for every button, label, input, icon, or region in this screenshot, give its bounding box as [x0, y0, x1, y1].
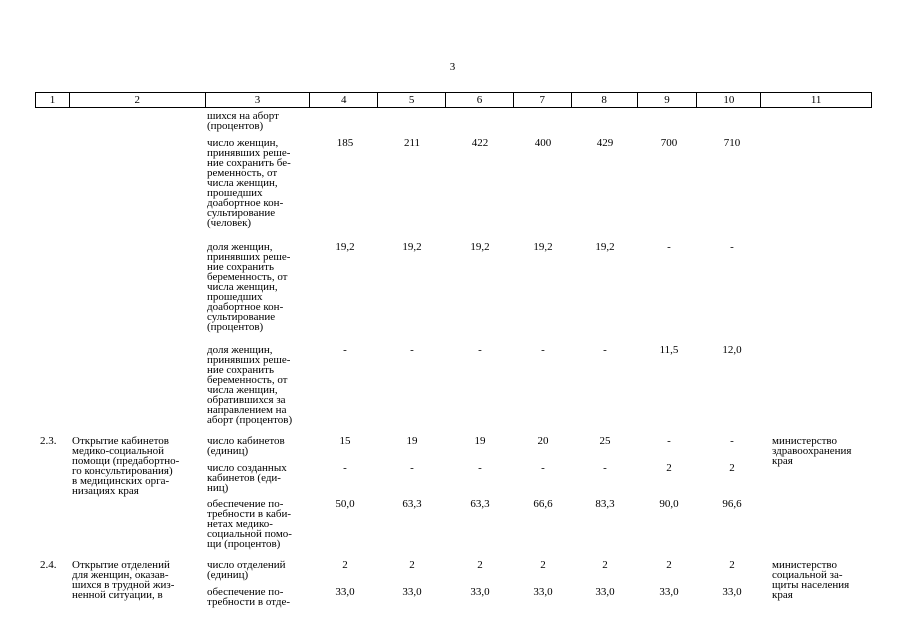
indicator-text: доля женщин, принявших реше- ние сохранить беременность, от числа женщин, прошедших доабортное кон- сультирование (процентов) [207, 241, 291, 333]
value-col-10: - [730, 241, 734, 253]
header-cell-3: 3 [206, 93, 311, 107]
value-col-5: 211 [403, 137, 421, 149]
value-col-8: 19,2 [595, 241, 615, 253]
value-col-4: 50,0 [335, 498, 355, 510]
value-col-10: 96,6 [722, 498, 742, 510]
header-cell-10: 10 [697, 93, 761, 107]
page-number: 3 [449, 61, 456, 73]
value-col-6: 19,2 [470, 241, 490, 253]
value-col-8: - [603, 344, 607, 356]
header-cell-1: 1 [36, 93, 70, 107]
value-col-4: - [343, 344, 347, 356]
value-col-4: 33,0 [335, 586, 355, 598]
value-col-10: 33,0 [722, 586, 742, 598]
indicator-text: доля женщин, принявших реше- ние сохранить беременность, от числа женщин, обратившихся за направлением на аборт (процентов) [207, 344, 293, 426]
value-col-7: 19,2 [533, 241, 553, 253]
value-col-8: 2 [602, 559, 608, 571]
value-col-6: 422 [471, 137, 489, 149]
indicator-text: число женщин, принявших реше- ние сохранить бе- ременность, от числа женщин, прошедших доабортное кон- сультирование (человек) [207, 137, 291, 229]
value-col-6: - [478, 344, 482, 356]
value-col-7: 400 [534, 137, 552, 149]
value-col-8: 83,3 [595, 498, 615, 510]
header-cell-11: 11 [810, 94, 822, 106]
event-text: Открытие кабинетов медико-социальной помощи (предабортно- го консультирования) в медицинских орга- низациях края [72, 435, 180, 497]
value-col-9: 2 [666, 559, 672, 571]
value-col-5: 2 [409, 559, 415, 571]
value-col-10: 12,0 [722, 344, 742, 356]
value-col-9: 33,0 [659, 586, 679, 598]
indicator-text: число отделений (единиц) [207, 559, 286, 581]
indicator-text: обеспечение по- требности в отде- [207, 586, 291, 608]
value-col-4: 185 [336, 137, 354, 149]
item-number: 2.4. [40, 559, 57, 571]
value-col-8: 429 [596, 137, 614, 149]
value-col-9: 700 [660, 137, 678, 149]
value-col-5: 63,3 [402, 498, 422, 510]
header-cell-2: 2 [70, 93, 206, 107]
value-col-4: 19,2 [335, 241, 355, 253]
value-col-4: - [343, 462, 347, 474]
value-col-8: 25 [599, 435, 611, 447]
header-cell-8: 8 [572, 93, 638, 107]
value-col-6: - [478, 462, 482, 474]
value-col-6: 19 [474, 435, 486, 447]
value-col-7: - [541, 344, 545, 356]
value-col-7: 2 [540, 559, 546, 571]
value-col-7: 33,0 [533, 586, 553, 598]
value-col-9: 90,0 [659, 498, 679, 510]
value-col-9: 11,5 [659, 344, 679, 356]
header-cell-6: 6 [446, 93, 514, 107]
value-col-5: 19 [406, 435, 418, 447]
value-col-9: - [667, 241, 671, 253]
value-col-6: 33,0 [470, 586, 490, 598]
value-col-4: 2 [342, 559, 348, 571]
header-cell-7: 7 [514, 93, 572, 107]
indicator-text: число кабинетов (единиц) [207, 435, 285, 457]
header-cell-4: 4 [310, 93, 378, 107]
value-col-10: - [730, 435, 734, 447]
value-col-10: 2 [729, 462, 735, 474]
value-col-8: - [603, 462, 607, 474]
value-col-8: 33,0 [595, 586, 615, 598]
value-col-6: 63,3 [470, 498, 490, 510]
value-col-5: 19,2 [402, 241, 422, 253]
value-col-10: 710 [723, 137, 741, 149]
table-header-row [35, 92, 872, 108]
value-col-10: 2 [729, 559, 735, 571]
value-col-7: - [541, 462, 545, 474]
header-cell-5: 5 [378, 93, 446, 107]
indicator-text: обеспечение по- требности в каби- нетах медико- социальной помо- щи (процентов) [207, 498, 292, 550]
value-col-6: 2 [477, 559, 483, 571]
indicator-text: шихся на аборт (процентов) [207, 110, 279, 132]
executor-text: министерство здравоохранения края [772, 435, 852, 467]
value-col-9: - [667, 435, 671, 447]
item-number: 2.3. [40, 435, 57, 447]
indicator-text: число созданных кабинетов (еди- ниц) [207, 462, 287, 494]
value-col-5: - [410, 344, 414, 356]
header-cell-9: 9 [638, 93, 698, 107]
executor-text: министерство социальной за- щиты населения края [772, 559, 850, 601]
value-col-5: 33,0 [402, 586, 422, 598]
event-text: Открытие отделений для женщин, оказав- шихся в трудной жиз- ненной ситуации, в [72, 559, 175, 601]
value-col-5: - [410, 462, 414, 474]
value-col-7: 20 [537, 435, 549, 447]
value-col-9: 2 [666, 462, 672, 474]
value-col-4: 15 [339, 435, 351, 447]
value-col-7: 66,6 [533, 498, 553, 510]
